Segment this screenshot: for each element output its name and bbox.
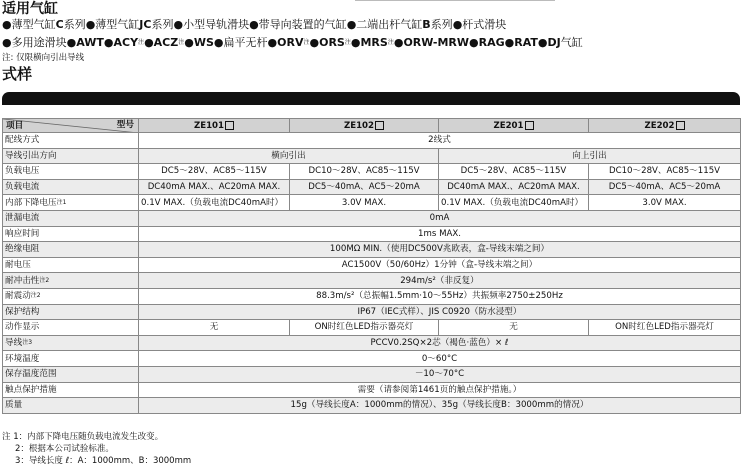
cell-value: 0～60°C: [139, 351, 741, 367]
cell-value: 2线式: [139, 133, 741, 149]
cell-value: DC40mA MAX.、AC20mA MAX.: [439, 179, 589, 195]
application-item: ●带导向装置的气缸: [249, 18, 347, 31]
application-item: ●小型导轨滑块: [173, 18, 250, 31]
top-rule: [355, 0, 555, 1]
application-item: $●ORV^注$: [267, 36, 310, 49]
application-item: $●ACZ^注$: [144, 36, 185, 49]
table-row: [3, 320, 741, 336]
application-item: ●二端出杆气缸B系列: [346, 18, 453, 31]
footnote-1: 注 1：内部下降电压随负载电流发生改变。: [2, 432, 164, 442]
cell-value: －10～70°C: [139, 366, 741, 382]
header-model-label: 型号: [116, 120, 134, 130]
cell-value: 15g（导线长度A：1000mm的情况）、35g（导线长度B：3000mm的情况）: [139, 398, 741, 414]
row-label: 负载电压: [3, 164, 139, 180]
row-label: 导线$^{注3}$: [3, 335, 139, 351]
cell-value: DC5～40mA、AC5～20mA: [290, 179, 439, 195]
table-row: [3, 179, 741, 195]
header-item-model: [3, 119, 139, 133]
table-row: [3, 210, 741, 226]
header-model: ZE102: [290, 119, 439, 133]
cell-value: 100MΩ MIN.（使用DC500V兆欧表，盒-导线末端之间）: [139, 242, 741, 258]
table-row: [3, 366, 741, 382]
cell-value: DC10～28V、AC85～115V: [589, 164, 741, 180]
row-label: 耐震动$^{注2}$: [3, 288, 139, 304]
cell-value: 0mA: [139, 210, 741, 226]
application-item: ●杆式滑块: [452, 18, 507, 31]
cell-value: DC40mA MAX.、AC20mA MAX.: [139, 179, 290, 195]
row-label: 环境温度: [3, 351, 139, 367]
application-item: ●ORW-MRW: [393, 36, 470, 49]
table-row: [3, 226, 741, 242]
table-row: [3, 242, 741, 258]
table-row: [3, 382, 741, 398]
section-title-applicable-cylinders: 适用气缸: [2, 1, 58, 17]
cell-value: 无: [139, 320, 290, 336]
applications-line-2: [2, 36, 583, 50]
application-item: ●扁平无杆: [213, 36, 268, 49]
section-title-specifications: 式样: [2, 65, 33, 83]
footnote-mark: 注1: [56, 198, 67, 206]
checkbox-icon: [525, 121, 534, 130]
row-label: 质量: [3, 398, 139, 414]
checkbox-icon: [225, 121, 234, 130]
footnote-2: 2：根据本公司试验标准。: [15, 444, 114, 454]
row-label: 耐电压: [3, 257, 139, 273]
cell-value: 无: [439, 320, 589, 336]
table-header-row: [3, 119, 741, 133]
application-item: ●薄型气缸JC系列: [85, 18, 174, 31]
spec-table: [2, 118, 741, 414]
application-item: ●DJ气缸: [537, 36, 583, 49]
table-row: [3, 288, 741, 304]
cell-value: 3.0V MAX.: [290, 195, 439, 211]
footnote-3: 3：导线长度 ℓ：A：1000mm、B：3000mm: [15, 456, 192, 466]
application-item: $●ACY^注$: [103, 36, 145, 49]
row-label: 响应时间: [3, 226, 139, 242]
checkbox-icon: [676, 121, 685, 130]
cell-value: 0.1V MAX.（负载电流DC40mA时）: [139, 195, 290, 211]
row-label: 耐冲击性$^{注2}$: [3, 273, 139, 289]
row-label: 保存温度范围: [3, 366, 139, 382]
cell-value: AC1500V（50/60Hz）1分钟（盒-导线末端之间）: [139, 257, 741, 273]
table-row: [3, 304, 741, 320]
checkbox-icon: [375, 121, 384, 130]
cell-value: DC5～28V、AC85～115V: [139, 164, 290, 180]
cell-value: 0.1V MAX.（负载电流DC40mA时）: [439, 195, 589, 211]
row-label: 导线引出方向: [3, 148, 139, 164]
section-bar: [2, 92, 740, 105]
footnote-mark: 注3: [22, 339, 33, 347]
application-item: ●RAG: [469, 36, 505, 49]
application-item: $●ORS^注$: [309, 36, 351, 49]
row-label: 触点保护措施: [3, 382, 139, 398]
table-row: [3, 351, 741, 367]
cell-value: 294m/s²（非反复）: [139, 273, 741, 289]
footnote-mark: 注2: [39, 276, 50, 284]
cell-value: 88.3m/s²（总振幅1.5mm·10～55Hz）共振频率2750±250Hz: [139, 288, 741, 304]
table-row: [3, 195, 741, 211]
application-item: ●多用途滑块: [2, 36, 67, 49]
table-row: [3, 164, 741, 180]
application-item: $●MRS^注$: [350, 36, 394, 49]
cell-value: DC5～28V、AC85～115V: [439, 164, 589, 180]
applications-note: 注: 仅限横向引出导线: [2, 53, 85, 63]
row-label: 内部下降电压$^{注1}$: [3, 195, 139, 211]
table-row: [3, 398, 741, 414]
table-row: [3, 273, 741, 289]
header-item-label: 项目: [6, 121, 24, 131]
row-label: 保护结构: [3, 304, 139, 320]
cell-value: ON时红色LED指示器亮灯: [290, 320, 439, 336]
header-model: ZE201: [439, 119, 589, 133]
table-row: [3, 148, 741, 164]
cell-value: DC5～40mA、AC5～20mA: [589, 179, 741, 195]
footnote-mark: 注2: [30, 292, 41, 300]
row-label: 泄漏电流: [3, 210, 139, 226]
applications-line-1: [2, 18, 506, 32]
table-row: [3, 133, 741, 149]
cell-value: 3.0V MAX.: [589, 195, 741, 211]
application-item: ●AWT: [66, 36, 104, 49]
table-row: [3, 335, 741, 351]
row-label: 配线方式: [3, 133, 139, 149]
cell-value: 横向引出: [139, 148, 439, 164]
cell-value: PCCV0.2SQ×2芯（褐色·蓝色）× ℓ: [139, 335, 741, 351]
header-model: ZE202: [589, 119, 741, 133]
row-label: 绝缘电阻: [3, 242, 139, 258]
application-item: ●WS: [184, 36, 214, 49]
row-label: 负载电流: [3, 179, 139, 195]
cell-value: IP67（IEC式样）、JIS C0920（防水浸型）: [139, 304, 741, 320]
application-item: ●薄型气缸C系列: [2, 18, 86, 31]
row-label: 动作显示: [3, 320, 139, 336]
cell-value: 向上引出: [439, 148, 741, 164]
application-item: ●RAT: [504, 36, 538, 49]
cell-value: DC10～28V、AC85～115V: [290, 164, 439, 180]
cell-value: ON时红色LED指示器亮灯: [589, 320, 741, 336]
header-model: ZE101: [139, 119, 290, 133]
table-row: [3, 257, 741, 273]
cell-value: 需要（请参阅第1461页的触点保护措施。）: [139, 382, 741, 398]
cell-value: 1ms MAX.: [139, 226, 741, 242]
